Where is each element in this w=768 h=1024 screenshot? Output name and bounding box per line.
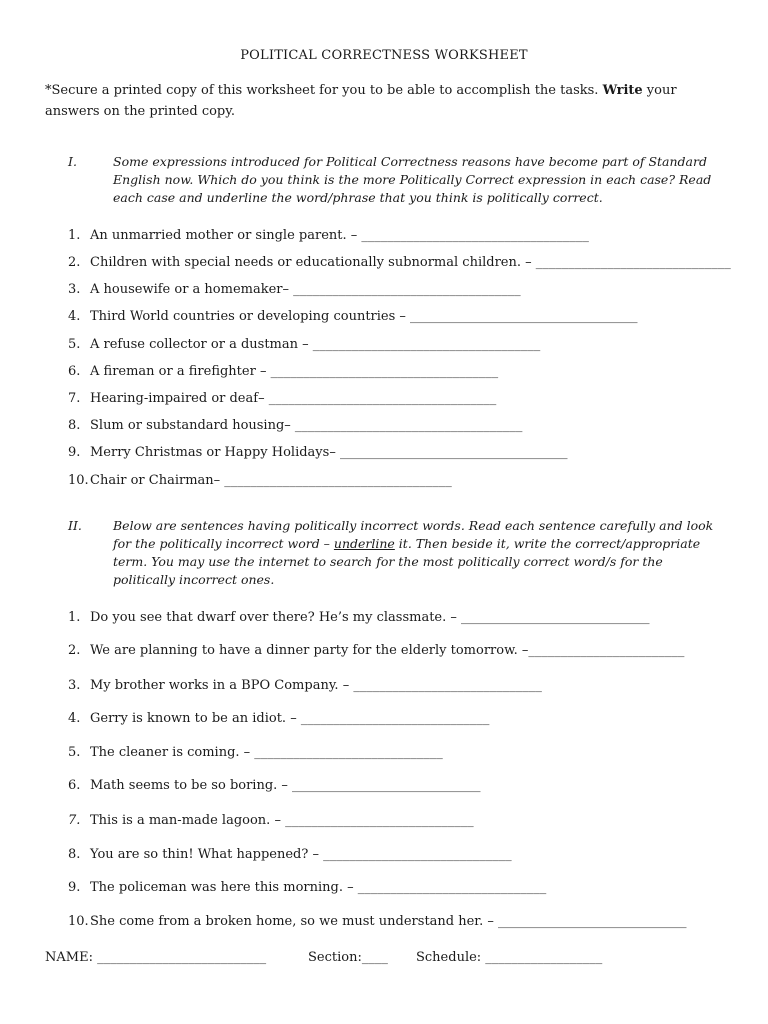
item-number: 7.: [68, 813, 81, 828]
section-1-numeral: I.: [68, 154, 77, 169]
item-text: Do you see that dwarf over there? He’s my classmate. – _____________________________: [90, 610, 650, 625]
section-1-text: Some expressions introduced for Political Correctness reasons have become part of Standard English now. Which do you think is the more Politically Correct expression in each case? Read each case and underline the word/phrase that you think is politically correct.: [113, 154, 712, 205]
item-number: 8.: [68, 418, 81, 433]
item-number: 1.: [68, 610, 81, 625]
intro-bold: Write: [602, 83, 643, 98]
page-title: POLITICAL CORRECTNESS WORKSHEET: [240, 48, 528, 63]
item-text: Merry Christmas or Happy Holidays– ___________________________________: [90, 445, 568, 460]
schedule-field: Schedule: __________________: [416, 950, 603, 965]
section-1-item: [68, 282, 521, 297]
item-number: 9.: [68, 880, 81, 895]
section-1-item: [68, 391, 496, 406]
section-2-item: [68, 711, 489, 726]
item-number: 9.: [68, 445, 81, 460]
item-text: My brother works in a BPO Company. – _____________________________: [90, 678, 542, 693]
item-number: 6.: [68, 364, 81, 379]
item-text: Math seems to be so boring. – _____________________________: [90, 778, 481, 793]
section-2-item: [68, 745, 443, 760]
item-text: An unmarried mother or single parent. – ___________________________________: [90, 228, 589, 243]
section-2-numeral: II.: [68, 518, 82, 533]
section-2-item: [68, 847, 512, 862]
intro-text-2: your answers on the printed copy.: [45, 83, 677, 119]
section-1-item: [68, 228, 589, 243]
item-number: 1.: [68, 228, 81, 243]
section-2-text-before: Below are sentences having politically incorrect words. Read each sentence carefully and look for the politically incorrect word –: [113, 518, 714, 551]
section-1-item: [68, 255, 731, 270]
section-2-text: [113, 517, 723, 589]
item-number: 4.: [68, 309, 81, 324]
intro-paragraph: [45, 80, 725, 122]
item-number: 8.: [68, 847, 81, 862]
item-number: 2.: [68, 255, 81, 270]
section-1-item: [68, 418, 522, 433]
item-number: 3.: [68, 678, 81, 693]
item-text: Hearing-impaired or deaf– ___________________________________: [90, 391, 497, 406]
item-number: 2.: [68, 643, 81, 658]
item-text: You are so thin! What happened? – _____________________________: [90, 847, 512, 862]
section-1-item: [68, 445, 567, 460]
item-text: A refuse collector or a dustman – ___________________________________: [90, 337, 541, 352]
item-number: 10.: [68, 914, 89, 929]
section-1-item: [68, 309, 638, 324]
name-field: NAME: __________________________: [45, 950, 267, 965]
item-text: We are planning to have a dinner party for the elderly tomorrow. –________________________: [90, 643, 685, 658]
item-text: A fireman or a firefighter – ___________________________________: [90, 364, 499, 379]
section-1-item: [68, 364, 498, 379]
item-text: A housewife or a homemaker– ___________________________________: [90, 282, 521, 297]
section-2-item: [68, 610, 650, 625]
item-number: 4.: [68, 711, 81, 726]
section-2-underlined-word: underline: [333, 536, 395, 551]
item-text: Third World countries or developing countries – ___________________________________: [90, 309, 638, 324]
item-text: This is a man-made lagoon. – _____________________________: [90, 813, 474, 828]
item-text: Slum or substandard housing– ___________________________________: [90, 418, 523, 433]
item-number: 5.: [68, 745, 81, 760]
item-text: Children with special needs or educationally subnormal children. – ______________________________: [90, 255, 731, 270]
section-2-item: [68, 678, 542, 693]
section-2-item: [68, 813, 474, 828]
item-text: She come from a broken home, so we must understand her. – _____________________________: [90, 914, 687, 929]
item-text: Gerry is known to be an idiot. – _____________________________: [90, 711, 490, 726]
section-1-item: [68, 473, 452, 488]
section-2-item: [68, 643, 684, 658]
item-text: Chair or Chairman– ___________________________________: [90, 473, 452, 488]
item-number: 3.: [68, 282, 81, 297]
item-text: The cleaner is coming. – _____________________________: [90, 745, 443, 760]
section-2-item: [68, 778, 481, 793]
section-1-item: [68, 337, 540, 352]
item-number: 10.: [68, 473, 89, 488]
item-number: 5.: [68, 337, 81, 352]
section-2-item: [68, 914, 687, 929]
item-number: 7.: [68, 391, 81, 406]
item-text: The policeman was here this morning. – _____________________________: [90, 880, 547, 895]
section-2-item: [68, 880, 546, 895]
intro-text-1: *Secure a printed copy of this worksheet for you to be able to accomplish the tasks.: [45, 83, 603, 98]
section-2-text-after: it. Then beside it, write the correct/appropriate term. You may use the internet to search for the most politically correct word/s for the politically incorrect ones.: [113, 536, 701, 587]
item-number: 6.: [68, 778, 81, 793]
section-field: Section:____: [308, 950, 388, 965]
